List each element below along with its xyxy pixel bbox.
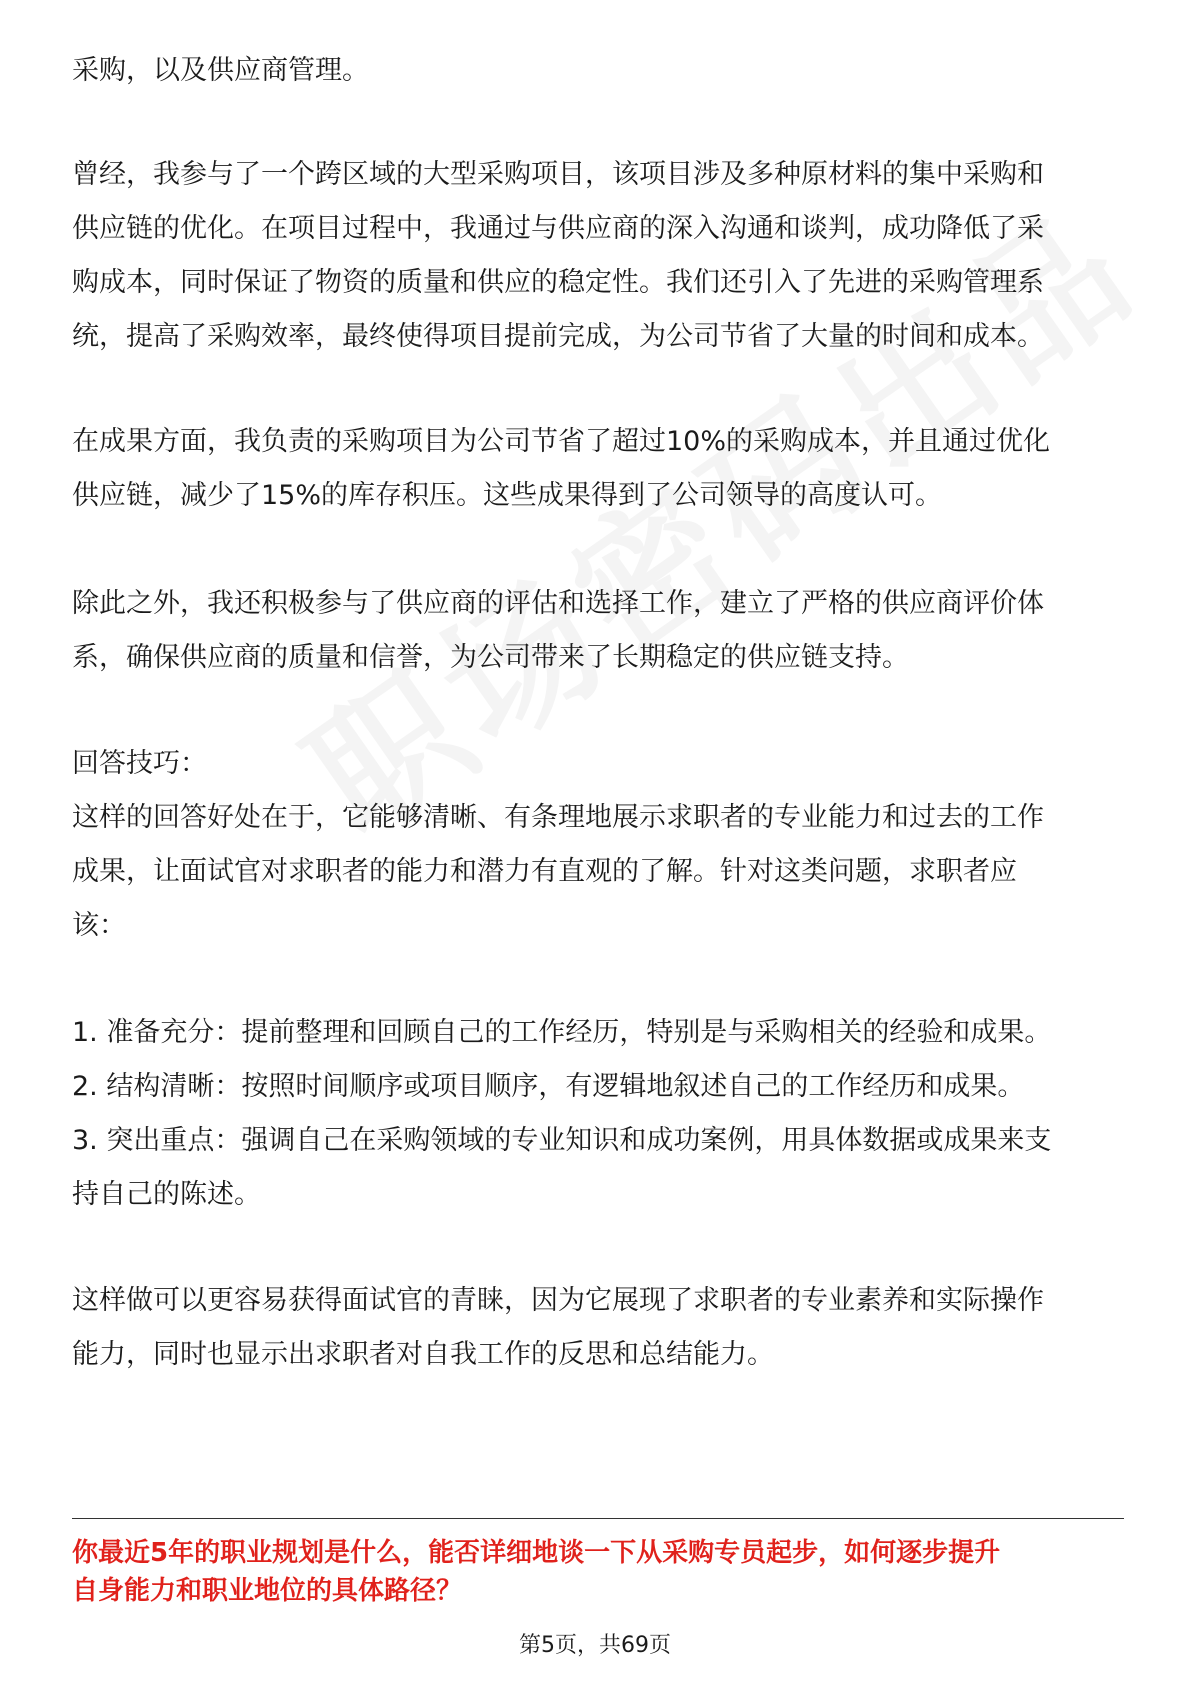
text-line: 曾经，我参与了一个跨区域的大型采购项目，该项目涉及多种原材料的集中采购和: [72, 159, 1044, 190]
text-line: 回答技巧：: [72, 748, 207, 779]
question-heading: 自身能力和职业地位的具体路径？: [72, 1576, 463, 1606]
text-line: 这样的回答好处在于，它能够清晰、有条理地展示求职者的专业能力和过去的工作: [72, 802, 1044, 833]
text-line: 采购，以及供应商管理。: [72, 55, 369, 86]
text-line: 购成本，同时保证了物资的质量和供应的稳定性。我们还引入了先进的采购管理系: [72, 267, 1044, 298]
text-line: 该：: [72, 910, 126, 941]
text-line: 供应链的优化。在项目过程中，我通过与供应商的深入沟通和谈判，成功降低了采: [72, 213, 1044, 244]
text-line: 能力，同时也显示出求职者对自我工作的反思和总结能力。: [72, 1339, 774, 1370]
text-line: 成果，让面试官对求职者的能力和潜力有直观的了解。针对这类问题，求职者应: [72, 856, 1017, 887]
text-line: 在成果方面，我负责的采购项目为公司节省了超过10%的采购成本，并且通过优化: [72, 426, 1051, 457]
text-line: 统，提高了采购效率，最终使得项目提前完成，为公司节省了大量的时间和成本。: [72, 321, 1044, 352]
text-line: 除此之外，我还积极参与了供应商的评估和选择工作，建立了严格的供应商评价体: [72, 588, 1044, 619]
text-line: 供应链，减少了15%的库存积压。这些成果得到了公司领导的高度认可。: [72, 480, 943, 511]
section-divider: [72, 1518, 1124, 1519]
text-line: 这样做可以更容易获得面试官的青睐，因为它展现了求职者的专业素养和实际操作: [72, 1285, 1044, 1316]
watermark: [260, 264, 1006, 877]
list-item: 持自己的陈述。: [72, 1179, 261, 1210]
list-item: 3. 突出重点：强调自己在采购领域的专业知识和成功案例，用具体数据或成果来支: [72, 1125, 1052, 1156]
question-heading: 你最近5年的职业规划是什么，能否详细地谈一下从采购专员起步，如何逐步提升: [72, 1538, 1001, 1568]
list-item: 2. 结构清晰：按照时间顺序或项目顺序，有逻辑地叙述自己的工作经历和成果。: [72, 1071, 1025, 1102]
list-item: 1. 准备充分：提前整理和回顾自己的工作经历，特别是与采购相关的经验和成果。: [72, 1017, 1052, 1048]
text-line: 系，确保供应商的质量和信誉，为公司带来了长期稳定的供应链支持。: [72, 642, 909, 673]
page-number: 第5页，共69页: [519, 1633, 671, 1658]
